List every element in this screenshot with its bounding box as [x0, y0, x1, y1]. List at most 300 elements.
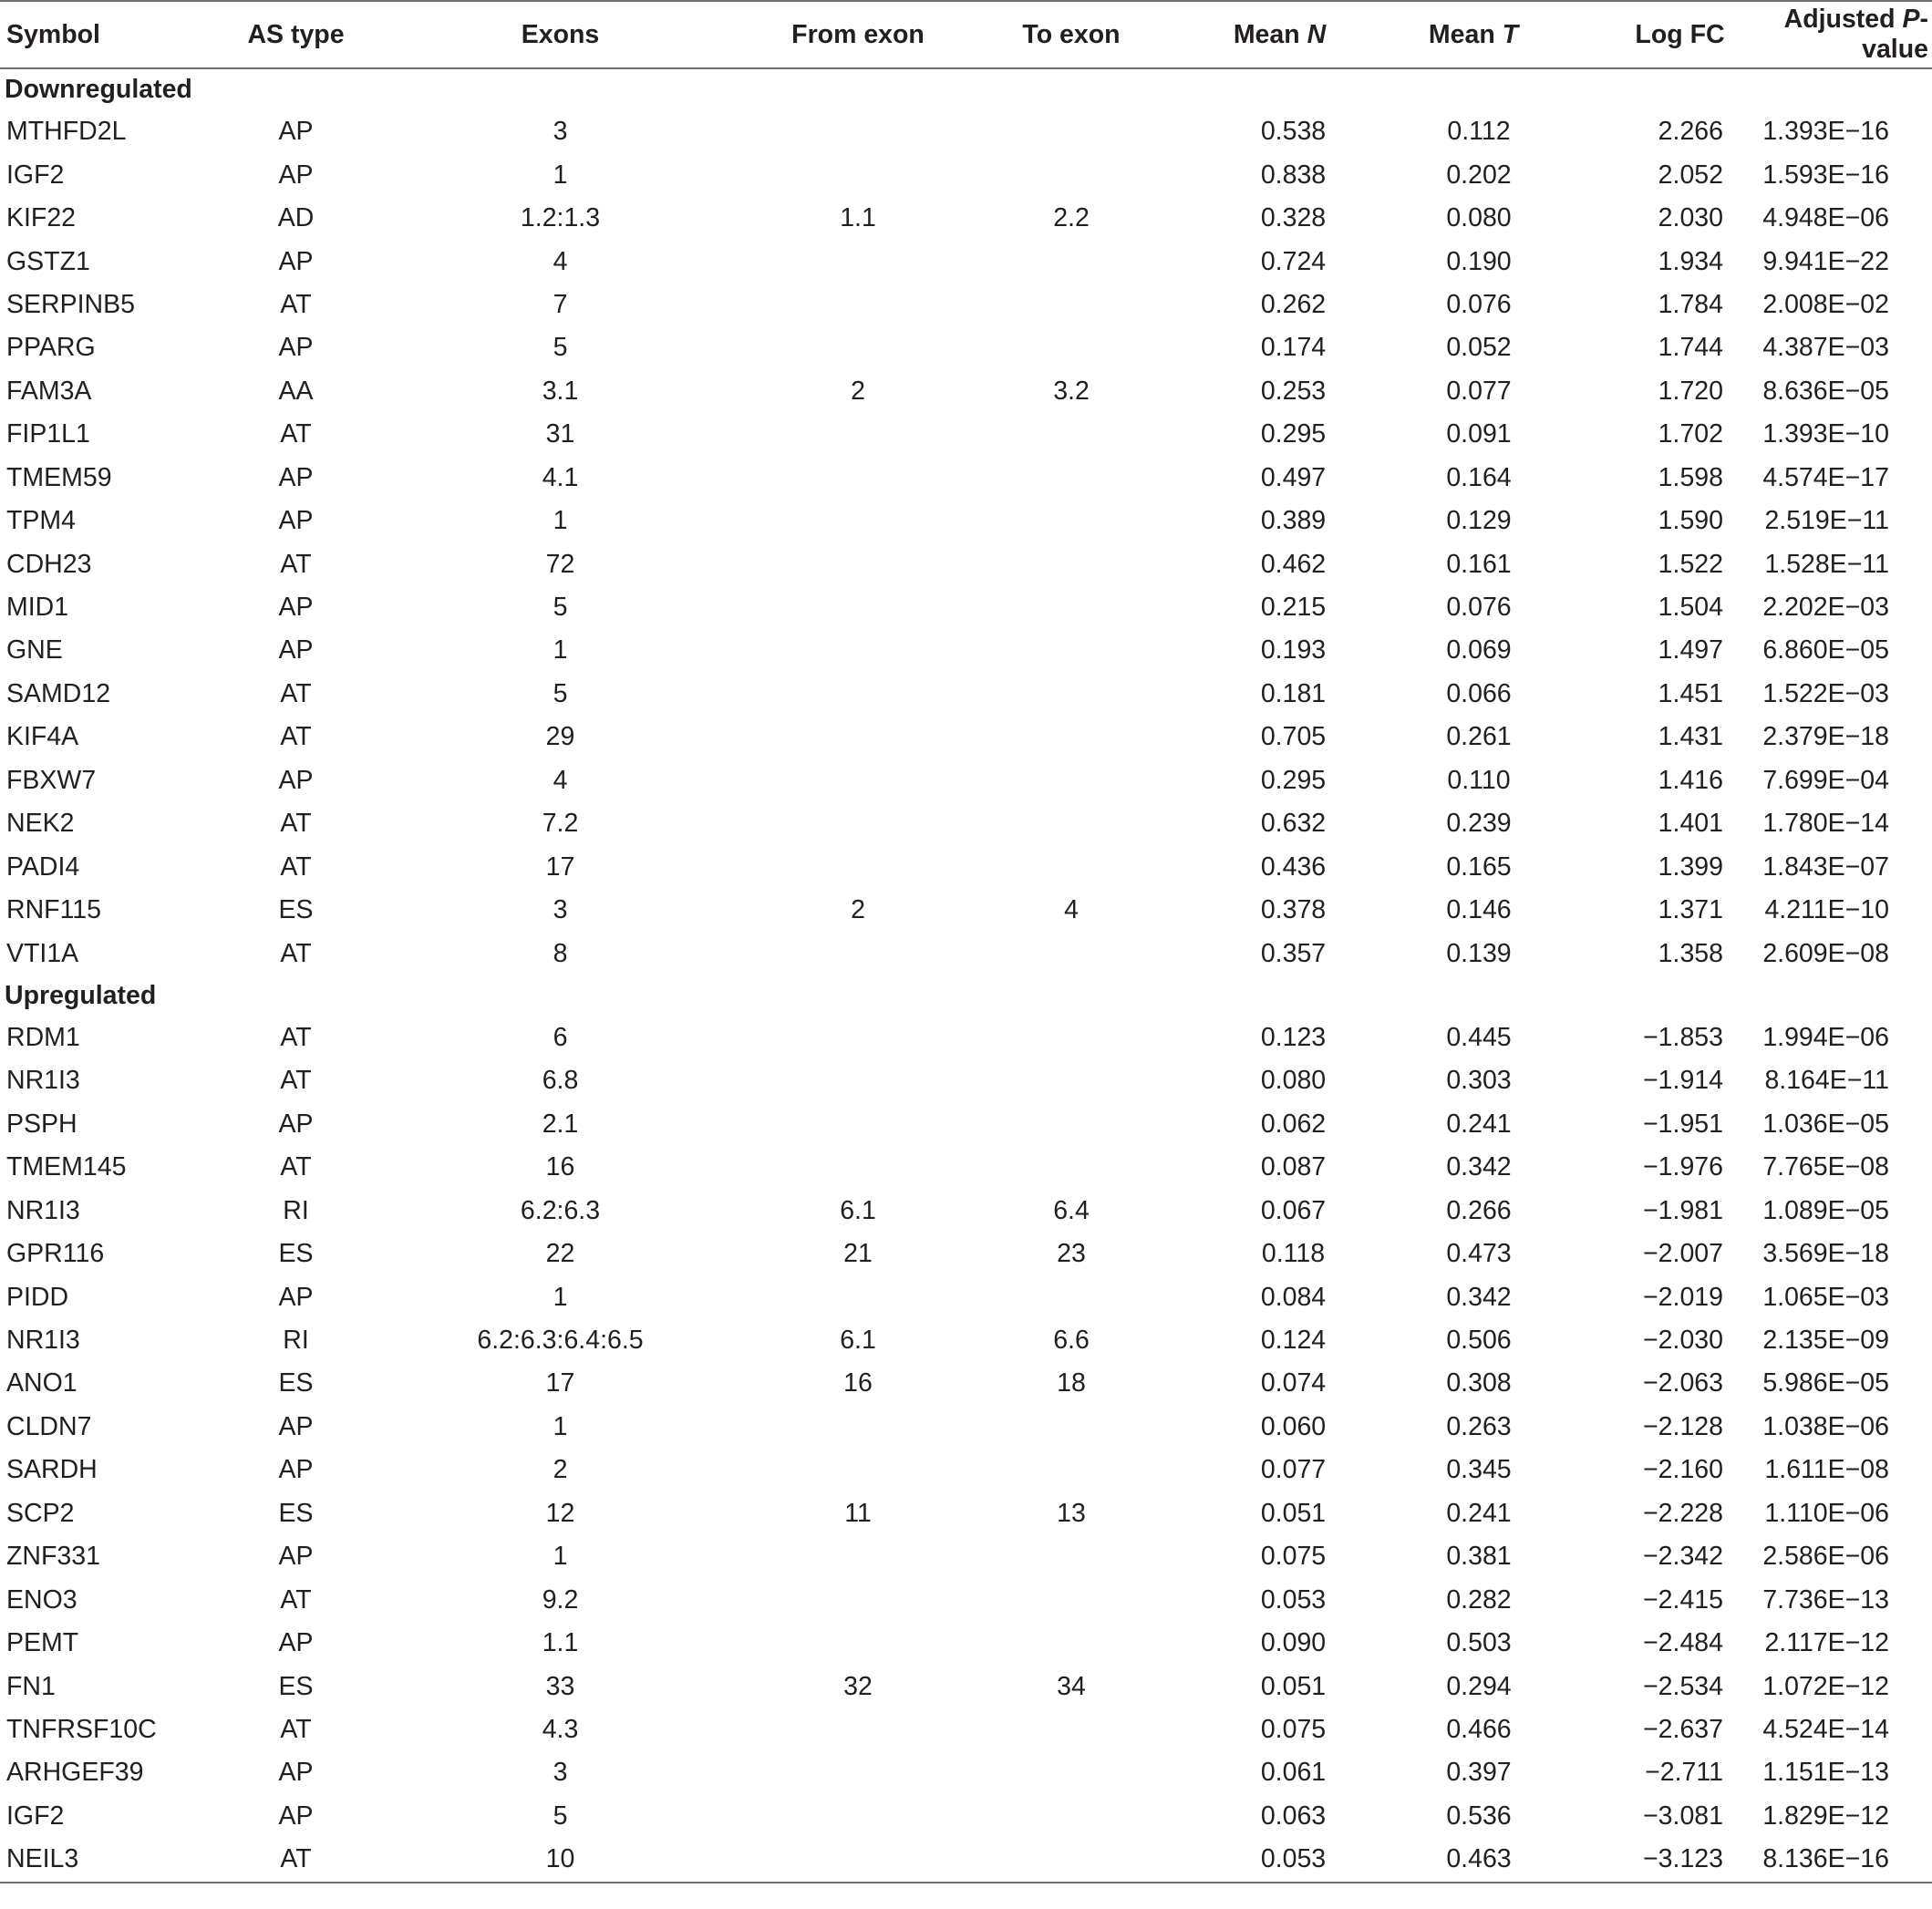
cell-symbol: SCP2	[6, 1498, 75, 1528]
table-row	[0, 1275, 1932, 1318]
cell-mean-t: 0.239	[1446, 809, 1512, 839]
cell-symbol: SERPINB5	[6, 289, 135, 319]
cell-from-exon	[759, 845, 957, 888]
cell-mean-t: 0.503	[1446, 1628, 1512, 1658]
cell-adjusted-p-value: 1.593E−16	[1762, 160, 1889, 190]
cell-exons: 1.2:1.3	[520, 203, 601, 233]
cell-to-exon	[957, 1406, 1185, 1449]
cell-symbol: FBXW7	[6, 765, 97, 795]
cell-as-type: AP	[278, 1411, 314, 1441]
cell-from-exon	[759, 1146, 957, 1189]
cell-exons: 10	[362, 1838, 759, 1882]
cell-mean-t: 0.112	[1447, 117, 1511, 147]
cell-mean-n: 0.389	[1260, 506, 1327, 536]
cell-as-type: RI	[283, 1195, 309, 1225]
cell-mean-t: 0.266	[1446, 1195, 1512, 1225]
table-row	[0, 370, 1932, 413]
cell-exons: 1	[553, 1411, 568, 1441]
cell-log-fc: 1.431	[1658, 722, 1723, 752]
cell-as-type: AT	[280, 1584, 312, 1615]
cell-symbol: CDH23	[6, 549, 92, 579]
table-row	[0, 197, 1932, 240]
cell-mean-t: 0.381	[1446, 1542, 1512, 1572]
cell-mean-t: 0.308	[1446, 1368, 1512, 1398]
cell-mean-t: 0.202	[1446, 160, 1512, 190]
cell-from-exon	[759, 500, 957, 542]
cell-from-exon	[759, 153, 957, 196]
cell-exons: 8	[553, 938, 568, 968]
cell-from-exon	[759, 1535, 957, 1578]
cell-from-exon: 32	[843, 1671, 873, 1701]
cell-adjusted-p-value: 6.860E−05	[1762, 635, 1889, 666]
cell-log-fc: 1.934	[1658, 246, 1723, 276]
table-row	[0, 932, 1932, 975]
cell-log-fc: −1.853	[1643, 1022, 1723, 1052]
cell-exons: 7.2	[542, 809, 579, 839]
cell-symbol: KIF22	[6, 203, 77, 233]
cell-as-type: AT	[280, 1714, 312, 1744]
cell-adjusted-p-value: 7.736E−13	[1762, 1584, 1889, 1615]
cell-mean-t: 0.473	[1446, 1239, 1512, 1269]
cell-mean-n: 0.062	[1260, 1109, 1327, 1139]
cell-to-exon	[957, 932, 1185, 975]
cell-exons: 3.1	[542, 376, 579, 406]
cell-adjusted-p-value: 2.117E−12	[1764, 1628, 1889, 1658]
cell-mean-n: 0.123	[1260, 1022, 1327, 1052]
cell-to-exon	[957, 1838, 1185, 1882]
cell-adjusted-p-value: 4.211E−10	[1764, 895, 1889, 925]
cell-as-type: AT	[280, 851, 312, 882]
cell-mean-n: 0.077	[1260, 1455, 1327, 1485]
cell-log-fc: −2.007	[1643, 1239, 1723, 1269]
cell-adjusted-p-value: 1.780E−14	[1762, 809, 1889, 839]
cell-adjusted-p-value: 1.843E−07	[1762, 851, 1889, 882]
table-row	[0, 1665, 1932, 1708]
cell-to-exon: 6.4	[1053, 1195, 1090, 1225]
table-row	[0, 1535, 1932, 1578]
cell-log-fc: −2.534	[1643, 1671, 1723, 1701]
cell-to-exon	[957, 413, 1185, 456]
cell-to-exon	[957, 716, 1185, 758]
cell-mean-n: 0.538	[1260, 117, 1327, 147]
cell-symbol: TNFRSF10C	[6, 1714, 157, 1744]
table-row	[0, 1622, 1932, 1665]
cell-symbol: CLDN7	[6, 1411, 92, 1441]
cell-to-exon: 23	[1057, 1239, 1086, 1269]
cell-adjusted-p-value: 1.110E−06	[1764, 1498, 1889, 1528]
cell-to-exon	[957, 1622, 1185, 1665]
table-row	[0, 759, 1932, 802]
cell-exons: 5	[553, 593, 568, 623]
cell-to-exon	[957, 1795, 1185, 1838]
cell-exons: 4.1	[542, 462, 579, 492]
cell-log-fc: 1.358	[1658, 938, 1723, 968]
cell-from-exon	[759, 716, 957, 758]
cell-as-type: AP	[278, 506, 314, 536]
cell-adjusted-p-value: 2.008E−02	[1762, 289, 1889, 319]
cell-symbol: GSTZ1	[6, 246, 90, 276]
cell-mean-n: 0.087	[1260, 1152, 1327, 1182]
cell-as-type: AT	[280, 938, 312, 968]
table-row	[0, 542, 1932, 585]
cell-symbol: PSPH	[6, 1109, 77, 1139]
header-adjusted-p-value	[1751, 1, 1932, 68]
cell-from-exon	[759, 1059, 957, 1102]
cell-exons: 3	[553, 895, 568, 925]
cell-to-exon	[957, 1708, 1185, 1751]
table-row	[0, 1319, 1932, 1362]
header-p-var: P	[1902, 5, 1920, 34]
cell-as-type: AD	[277, 203, 315, 233]
cell-mean-t: 0.445	[1446, 1022, 1512, 1052]
cell-log-fc: −2.030	[1643, 1326, 1723, 1356]
cell-to-exon	[957, 1146, 1185, 1189]
cell-from-exon	[759, 1751, 957, 1794]
cell-mean-n: 0.378	[1260, 895, 1327, 925]
cell-symbol: SARDH	[6, 1455, 98, 1485]
cell-symbol: NR1I3	[6, 1326, 80, 1356]
cell-from-exon	[759, 586, 957, 629]
table-row	[0, 673, 1932, 716]
cell-as-type: AT	[280, 1152, 312, 1182]
cell-to-exon	[957, 110, 1185, 153]
cell-to-exon	[957, 1535, 1185, 1578]
cell-exons: 5	[553, 678, 568, 708]
cell-to-exon: 6.6	[1053, 1326, 1090, 1356]
cell-to-exon	[957, 457, 1185, 500]
header-mean-n	[1185, 1, 1374, 68]
cell-from-exon	[759, 759, 957, 802]
cell-log-fc: −1.981	[1643, 1195, 1723, 1225]
table-row	[0, 240, 1932, 283]
table-row	[0, 326, 1932, 369]
cell-to-exon: 18	[1057, 1368, 1086, 1398]
cell-mean-n: 0.174	[1260, 333, 1327, 363]
cell-exons: 17	[545, 851, 575, 882]
cell-mean-n: 0.193	[1260, 635, 1327, 666]
cell-log-fc: −1.914	[1643, 1066, 1723, 1096]
cell-symbol: FN1	[6, 1671, 56, 1701]
cell-log-fc: −2.342	[1643, 1542, 1723, 1572]
cell-log-fc: −2.228	[1643, 1498, 1723, 1528]
cell-exons: 1	[553, 1282, 568, 1312]
cell-from-exon	[759, 1795, 957, 1838]
cell-to-exon: 34	[1057, 1671, 1086, 1701]
cell-mean-n: 0.118	[1261, 1239, 1326, 1269]
cell-exons: 3	[553, 1758, 568, 1788]
cell-mean-n: 0.075	[1260, 1714, 1327, 1744]
cell-mean-t: 0.397	[1446, 1758, 1512, 1788]
cell-log-fc: 1.522	[1658, 549, 1723, 579]
cell-log-fc: −3.123	[1573, 1838, 1751, 1882]
cell-as-type: AP	[278, 1282, 314, 1312]
cell-exons: 4	[553, 246, 568, 276]
cell-mean-n: 0.051	[1260, 1671, 1327, 1701]
cell-adjusted-p-value: 1.829E−12	[1762, 1801, 1889, 1831]
group-label: Downregulated	[5, 75, 192, 104]
cell-as-type: AP	[278, 117, 314, 147]
table-row	[0, 1103, 1932, 1146]
group-header-row	[0, 68, 1932, 110]
cell-mean-t: 0.190	[1446, 246, 1512, 276]
cell-mean-t: 0.066	[1446, 678, 1512, 708]
cell-log-fc: −2.063	[1643, 1368, 1723, 1398]
cell-mean-n: 0.051	[1260, 1498, 1327, 1528]
cell-log-fc: −2.484	[1643, 1628, 1723, 1658]
cell-symbol: FIP1L1	[6, 419, 90, 449]
table-row	[0, 1362, 1932, 1405]
cell-adjusted-p-value: 7.765E−08	[1762, 1152, 1889, 1182]
cell-symbol: VTI1A	[6, 938, 79, 968]
cell-as-type: AP	[278, 593, 314, 623]
cell-log-fc: −2.128	[1643, 1411, 1723, 1441]
cell-log-fc: 1.371	[1658, 895, 1723, 925]
cell-log-fc: −1.976	[1643, 1152, 1723, 1182]
cell-from-exon: 11	[844, 1498, 872, 1528]
cell-adjusted-p-value: 1.528E−11	[1764, 549, 1889, 579]
table-row	[0, 1146, 1932, 1189]
cell-from-exon: 16	[843, 1368, 873, 1398]
cell-mean-n: 0.295	[1260, 419, 1327, 449]
table-row	[0, 1795, 1932, 1838]
cell-exons: 5	[553, 333, 568, 363]
cell-as-type: AP	[278, 246, 314, 276]
cell-mean-t: 0.466	[1446, 1714, 1512, 1744]
cell-adjusted-p-value: 2.379E−18	[1762, 722, 1889, 752]
cell-to-exon: 13	[1057, 1498, 1086, 1528]
cell-as-type: ES	[278, 1239, 314, 1269]
cell-log-fc: 1.598	[1658, 462, 1723, 492]
cell-adjusted-p-value: 8.636E−05	[1762, 376, 1889, 406]
cell-to-exon: 3.2	[1053, 376, 1090, 406]
cell-exons: 31	[545, 419, 575, 449]
cell-adjusted-p-value: 1.038E−06	[1762, 1411, 1889, 1441]
cell-adjusted-p-value: 5.986E−05	[1762, 1368, 1889, 1398]
cell-log-fc: 2.030	[1658, 203, 1723, 233]
cell-mean-n: 0.262	[1260, 289, 1327, 319]
cell-from-exon	[759, 1406, 957, 1449]
cell-exons: 9.2	[542, 1584, 579, 1615]
cell-mean-n: 0.053	[1260, 1584, 1327, 1615]
cell-adjusted-p-value: 2.135E−09	[1762, 1326, 1889, 1356]
cell-log-fc: −1.951	[1643, 1109, 1723, 1139]
table-row	[0, 153, 1932, 196]
cell-as-type: AT	[280, 809, 312, 839]
cell-log-fc: 1.590	[1658, 506, 1723, 536]
cell-adjusted-p-value: 1.151E−13	[1762, 1758, 1889, 1788]
cell-mean-t: 0.146	[1446, 895, 1512, 925]
cell-exons: 1	[553, 160, 568, 190]
header-mean-t-var: T	[1502, 19, 1519, 49]
table-row	[0, 1233, 1932, 1275]
cell-log-fc: 1.497	[1658, 635, 1723, 666]
header-exons: Exons	[362, 1, 759, 68]
cell-log-fc: 2.052	[1658, 160, 1723, 190]
cell-exons: 1.1	[542, 1628, 579, 1658]
cell-symbol: TMEM145	[6, 1152, 127, 1182]
cell-to-exon	[957, 1578, 1185, 1621]
cell-to-exon	[957, 586, 1185, 629]
cell-from-exon	[759, 1103, 957, 1146]
cell-as-type: AP	[278, 1758, 314, 1788]
cell-mean-n: 0.075	[1260, 1542, 1327, 1572]
cell-mean-n: 0.080	[1260, 1066, 1327, 1096]
cell-from-exon: 2	[851, 895, 865, 925]
cell-adjusted-p-value: 2.519E−11	[1764, 506, 1889, 536]
cell-to-exon	[957, 802, 1185, 845]
cell-as-type: AP	[278, 462, 314, 492]
cell-symbol: TPM4	[6, 506, 77, 536]
header-as-type: AS type	[230, 1, 362, 68]
table-row	[0, 716, 1932, 758]
cell-adjusted-p-value: 3.569E−18	[1762, 1239, 1889, 1269]
cell-mean-t: 0.069	[1446, 635, 1512, 666]
cell-log-fc: −2.711	[1645, 1758, 1723, 1788]
cell-exons: 1	[553, 635, 568, 666]
cell-symbol: PADI4	[6, 851, 80, 882]
header-p-prefix: Adjusted	[1783, 5, 1903, 34]
cell-adjusted-p-value: 1.522E−03	[1762, 678, 1889, 708]
cell-from-exon	[759, 413, 957, 456]
cell-to-exon	[957, 1449, 1185, 1491]
cell-log-fc: −2.019	[1643, 1282, 1723, 1312]
cell-mean-t: 0.161	[1446, 549, 1512, 579]
cell-exons: 5	[553, 1801, 568, 1831]
cell-from-exon	[759, 1622, 957, 1665]
cell-from-exon	[759, 1449, 957, 1491]
cell-adjusted-p-value: 1.393E−16	[1762, 117, 1889, 147]
table-row	[0, 1406, 1932, 1449]
table-row	[0, 413, 1932, 456]
table-row	[0, 110, 1932, 153]
cell-adjusted-p-value: 9.941E−22	[1762, 246, 1889, 276]
cell-as-type: AP	[278, 1801, 314, 1831]
cell-to-exon	[957, 1016, 1185, 1059]
cell-as-type: AP	[278, 1542, 314, 1572]
cell-exons: 6.2:6.3:6.4:6.5	[477, 1326, 644, 1356]
cell-from-exon	[759, 1016, 957, 1059]
table-row	[0, 1708, 1932, 1751]
cell-exons: 72	[545, 549, 575, 579]
cell-from-exon	[759, 542, 957, 585]
table-row	[0, 1016, 1932, 1059]
cell-symbol: PPARG	[6, 333, 96, 363]
header-row	[0, 1, 1932, 68]
cell-symbol: GPR116	[6, 1239, 105, 1269]
cell-from-exon	[759, 240, 957, 283]
cell-log-fc: −2.415	[1643, 1584, 1723, 1615]
cell-adjusted-p-value: 8.136E−16	[1751, 1838, 1932, 1882]
cell-exons: 6.8	[542, 1066, 579, 1096]
header-mean-n-prefix: Mean	[1233, 19, 1307, 49]
cell-to-exon	[957, 1275, 1185, 1318]
cell-adjusted-p-value: 7.699E−04	[1762, 765, 1889, 795]
cell-mean-t: 0.342	[1446, 1282, 1512, 1312]
cell-mean-n: 0.124	[1260, 1326, 1327, 1356]
cell-mean-n: 0.074	[1260, 1368, 1327, 1398]
header-p-suffix: -value	[1862, 5, 1928, 64]
cell-as-type: ES	[278, 1368, 314, 1398]
cell-mean-n: 0.061	[1260, 1758, 1327, 1788]
cell-adjusted-p-value: 1.089E−05	[1762, 1195, 1889, 1225]
cell-symbol: FAM3A	[6, 376, 92, 406]
table-row	[0, 1059, 1932, 1102]
cell-to-exon	[957, 326, 1185, 369]
header-mean-t	[1374, 1, 1573, 68]
cell-as-type: AP	[278, 635, 314, 666]
cell-as-type: RI	[283, 1326, 309, 1356]
cell-as-type: AA	[278, 376, 314, 406]
cell-adjusted-p-value: 4.387E−03	[1762, 333, 1889, 363]
cell-symbol: RDM1	[6, 1022, 80, 1052]
cell-mean-n: 0.181	[1260, 678, 1327, 708]
cell-to-exon	[957, 845, 1185, 888]
cell-symbol: MTHFD2L	[6, 117, 127, 147]
cell-from-exon	[759, 1275, 957, 1318]
cell-adjusted-p-value: 2.586E−06	[1762, 1542, 1889, 1572]
cell-mean-n: 0.215	[1260, 593, 1327, 623]
cell-mean-t: 0.052	[1446, 333, 1512, 363]
cell-from-exon: 2	[851, 376, 865, 406]
cell-from-exon	[759, 326, 957, 369]
cell-log-fc: 1.504	[1658, 593, 1723, 623]
header-to-exon: To exon	[957, 1, 1185, 68]
cell-mean-t: 0.080	[1446, 203, 1512, 233]
cell-mean-n: 0.724	[1260, 246, 1327, 276]
cell-as-type: AT	[230, 1838, 362, 1882]
table-row	[0, 802, 1932, 845]
cell-exons: 7	[553, 289, 568, 319]
cell-adjusted-p-value: 4.574E−17	[1762, 462, 1889, 492]
cell-mean-n: 0.436	[1260, 851, 1327, 882]
cell-from-exon: 6.1	[840, 1195, 876, 1225]
cell-from-exon	[759, 932, 957, 975]
cell-log-fc: −2.160	[1643, 1455, 1723, 1485]
cell-from-exon	[759, 1708, 957, 1751]
cell-mean-t: 0.342	[1446, 1152, 1512, 1182]
cell-exons: 6	[553, 1022, 568, 1052]
cell-to-exon	[957, 284, 1185, 326]
cell-mean-n: 0.295	[1260, 765, 1327, 795]
table-row	[0, 845, 1932, 888]
cell-mean-t: 0.303	[1446, 1066, 1512, 1096]
cell-exons: 1	[553, 1542, 568, 1572]
cell-log-fc: 1.401	[1658, 809, 1723, 839]
cell-symbol: RNF115	[6, 895, 102, 925]
cell-as-type: AP	[278, 333, 314, 363]
cell-mean-n: 0.632	[1260, 809, 1327, 839]
cell-to-exon	[957, 240, 1185, 283]
table-row	[0, 1751, 1932, 1794]
cell-as-type: AT	[280, 549, 312, 579]
cell-from-exon: 1.1	[840, 203, 876, 233]
cell-mean-t: 0.294	[1446, 1671, 1512, 1701]
cell-from-exon	[759, 629, 957, 672]
cell-mean-n: 0.053	[1185, 1838, 1374, 1882]
table-row	[0, 889, 1932, 932]
cell-to-exon	[957, 542, 1185, 585]
cell-adjusted-p-value: 2.202E−03	[1762, 593, 1889, 623]
cell-exons: 33	[545, 1671, 575, 1701]
cell-as-type: AT	[280, 678, 312, 708]
table-row	[0, 457, 1932, 500]
table-row	[0, 1578, 1932, 1621]
cell-exons: 17	[545, 1368, 575, 1398]
cell-from-exon	[759, 673, 957, 716]
cell-mean-t: 0.263	[1446, 1411, 1512, 1441]
group-label: Upregulated	[5, 980, 157, 1010]
cell-from-exon	[759, 457, 957, 500]
